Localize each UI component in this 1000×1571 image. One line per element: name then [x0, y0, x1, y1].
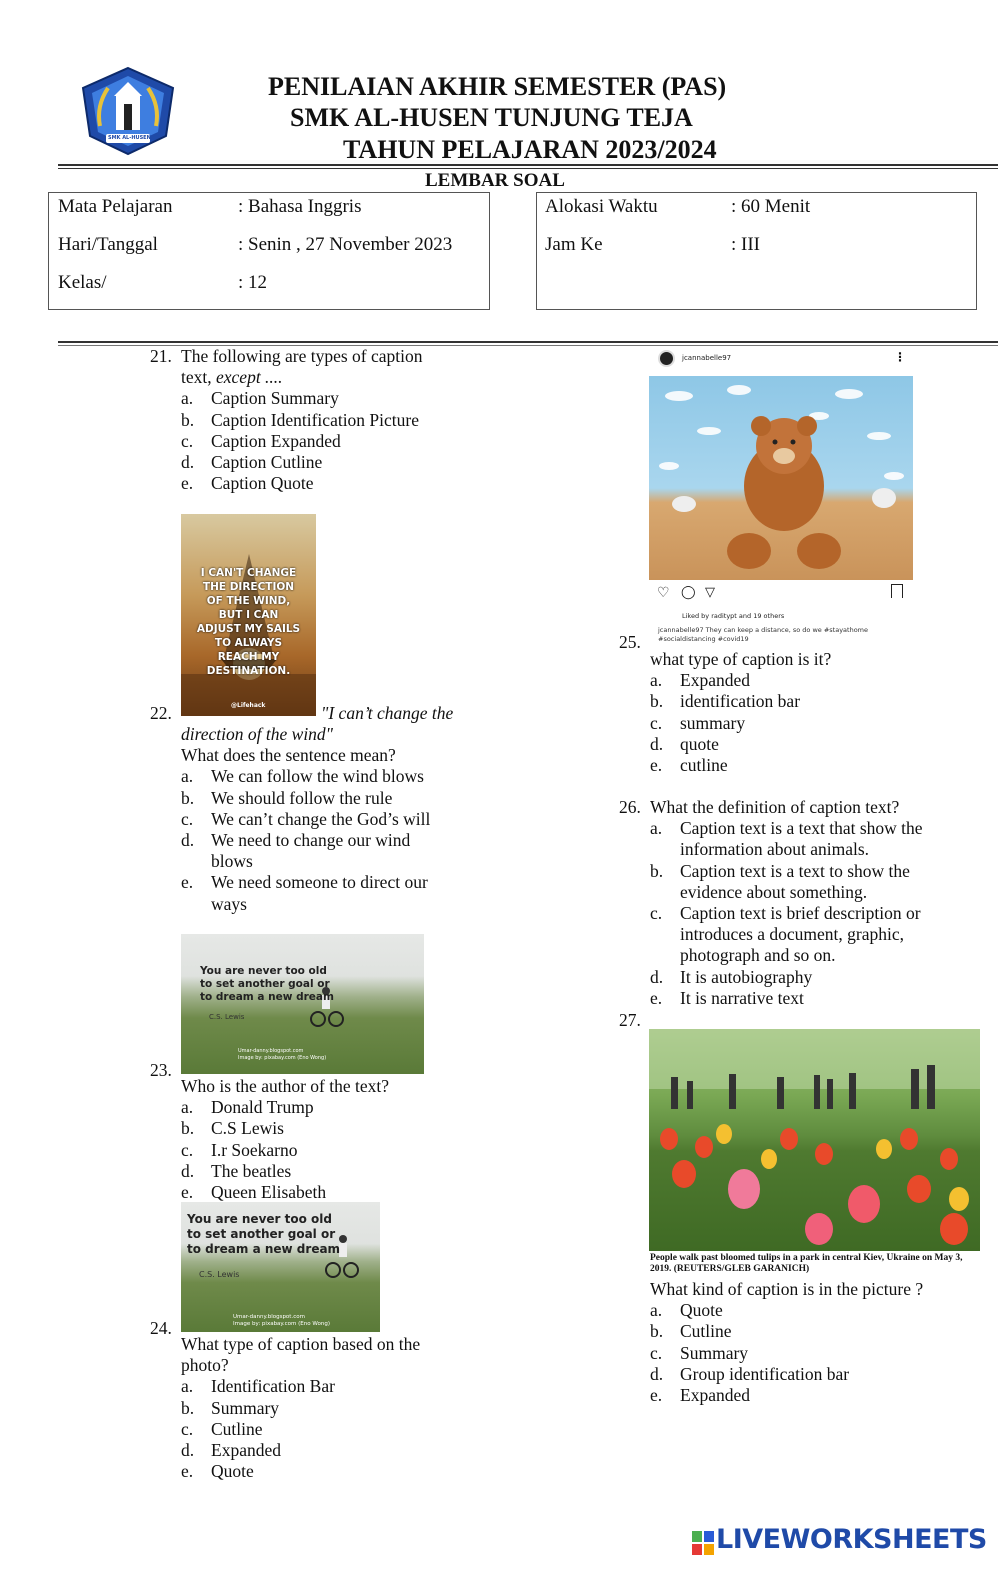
- header-divider-thin: [58, 168, 998, 169]
- subject-label: Mata Pelajaran: [58, 196, 173, 217]
- q21-option-e-letter: e.: [181, 473, 194, 494]
- q24-option-b-text: Summary: [211, 1397, 280, 1418]
- q24-image-credit-line1: Umar-danny.blogspot.com: [233, 1314, 305, 1320]
- q27-option-b-text: Cutline: [680, 1321, 732, 1342]
- q21-option-e-text: Caption Quote: [211, 473, 314, 494]
- question-21: [181, 346, 481, 494]
- q24-option-b[interactable]: [181, 1398, 456, 1419]
- q26-option-b-letter: b.: [650, 860, 664, 881]
- q23-image-quote-line1: You are never too old: [200, 965, 327, 977]
- q23-number: 23.: [150, 1060, 172, 1080]
- comment-icon[interactable]: ◯: [681, 585, 696, 600]
- q22-image-credit: @Lifehack: [231, 702, 266, 709]
- question-22: [181, 724, 456, 915]
- q24-option-a-letter: a.: [181, 1376, 194, 1397]
- share-icon[interactable]: ▽: [705, 585, 715, 600]
- q24-question-line1: What type of caption based on the: [181, 1334, 421, 1354]
- academic-year: TAHUN PELAJARAN 2023/2024: [343, 135, 717, 164]
- q21-option-b-text: Caption Identification Picture: [211, 409, 420, 430]
- duration-label: Alokasi Waktu: [545, 196, 658, 217]
- class-label: Kelas/: [58, 272, 107, 293]
- q22-option-b[interactable]: [181, 788, 456, 809]
- q23-image-quote: [200, 965, 334, 1004]
- q27-option-d[interactable]: [650, 1364, 950, 1385]
- q27-option-a[interactable]: [650, 1300, 950, 1321]
- exam-title: PENILAIAN AKHIR SEMESTER (PAS): [268, 72, 727, 101]
- q23-option-b-letter: b.: [181, 1118, 195, 1139]
- q22-option-c[interactable]: [181, 809, 456, 830]
- q23-option-b[interactable]: [181, 1118, 456, 1139]
- q21-text-cont: [181, 367, 481, 388]
- q22-option-d-letter: d.: [181, 830, 195, 851]
- q25-option-c-letter: c.: [650, 712, 663, 733]
- q21-option-a-text: Caption Summary: [211, 388, 339, 409]
- q23-image-credit-line1: Umar-danny.blogspot.com: [238, 1048, 304, 1054]
- q27-option-e[interactable]: [650, 1385, 950, 1406]
- q26-option-c-letter: c.: [650, 903, 663, 924]
- q23-option-b-text: C.S Lewis: [211, 1118, 284, 1139]
- school-logo: [78, 66, 178, 156]
- q26-option-b-text: Caption text is a text to show the evidence about something.: [680, 860, 910, 902]
- q25-option-d-text: quote: [680, 733, 719, 754]
- q22-quote-line2: direction of the wind": [181, 724, 334, 744]
- q24-quote-image: [181, 1202, 380, 1332]
- q24-option-b-letter: b.: [181, 1397, 195, 1418]
- q24-option-d-letter: d.: [181, 1440, 195, 1461]
- q21-text-a: text,: [181, 367, 216, 388]
- q24-option-e[interactable]: [181, 1461, 456, 1482]
- date-value: : Senin , 27 November 2023: [238, 234, 453, 255]
- q22-option-d[interactable]: [181, 830, 456, 872]
- q25-option-a-letter: a.: [650, 670, 663, 691]
- q25-teddy-photo: [649, 376, 913, 580]
- q22-quote-line1: "I can’t change the: [321, 703, 454, 723]
- q24-image-quote-line3: to dream a new dream: [187, 1242, 341, 1256]
- q26-option-d-text: It is autobiography: [680, 966, 813, 987]
- q25-option-b[interactable]: [650, 691, 950, 712]
- q21-option-a[interactable]: [181, 388, 481, 409]
- q24-image-credit: [233, 1314, 330, 1328]
- q22-option-a[interactable]: [181, 766, 456, 787]
- class-value: : 12: [238, 272, 268, 293]
- q22-option-e[interactable]: [181, 872, 456, 914]
- q22-image-text: I CAN'T CHANGE THE DIRECTION OF THE WIND, BUT I CAN ADJUST MY SAILS TO ALWAYS REACH MY DESTINATION.: [196, 567, 301, 677]
- q27-option-d-text: Group identification bar: [680, 1363, 850, 1384]
- q25-option-d[interactable]: [650, 734, 950, 755]
- question-24: [181, 1334, 456, 1482]
- q24-image-author: C.S. Lewis: [199, 1270, 240, 1279]
- q23-option-a[interactable]: [181, 1097, 456, 1118]
- q26-option-e-text: It is narrative text: [680, 987, 804, 1008]
- q23-option-a-letter: a.: [181, 1097, 194, 1118]
- q27-option-a-text: Quote: [680, 1300, 723, 1321]
- q26-option-c-text: Caption text is brief description or introduces a document, graphic, photograph and so on.: [680, 903, 921, 966]
- section-divider: [58, 341, 998, 343]
- q24-option-e-text: Quote: [211, 1461, 254, 1482]
- q26-option-d-letter: d.: [650, 966, 664, 987]
- q25-option-c[interactable]: [650, 713, 950, 734]
- header-divider: [58, 164, 998, 166]
- question-26: [650, 797, 945, 1009]
- q24-question-line2: photo?: [181, 1355, 229, 1376]
- q22-option-c-letter: c.: [181, 808, 194, 829]
- q22-option-e-text: We need someone to direct our ways: [211, 872, 428, 914]
- q25-option-a[interactable]: [650, 670, 950, 691]
- q21-option-c[interactable]: [181, 431, 481, 452]
- q21-option-b[interactable]: [181, 410, 481, 431]
- info-box-left: [48, 192, 490, 310]
- q26-option-c[interactable]: [650, 903, 945, 967]
- date-label: Hari/Tanggal: [58, 234, 158, 255]
- q21-text-except: except ....: [216, 367, 283, 388]
- q26-option-d[interactable]: [650, 967, 945, 988]
- q26-option-e[interactable]: [650, 988, 945, 1009]
- q23-option-d-text: The beatles: [211, 1160, 292, 1181]
- q23-option-e-text: Queen Elisabeth: [211, 1182, 327, 1203]
- q26-number: 26.: [619, 797, 641, 817]
- q25-option-e[interactable]: [650, 755, 950, 776]
- sheet-label: LEMBAR SOAL: [425, 170, 565, 191]
- q24-option-a[interactable]: [181, 1376, 456, 1397]
- q27-option-c-text: Summary: [680, 1342, 749, 1363]
- q25-number: 25.: [619, 632, 641, 652]
- q27-option-e-text: Expanded: [680, 1385, 750, 1406]
- q26-option-a[interactable]: [650, 818, 945, 860]
- q24-image-quote: [187, 1212, 340, 1257]
- question-27: [650, 1279, 950, 1406]
- q26-option-a-letter: a.: [650, 818, 663, 839]
- q27-tulip-photo: [649, 1029, 980, 1251]
- q25-question: what type of caption is it?: [650, 649, 832, 669]
- q24-option-d[interactable]: [181, 1440, 456, 1461]
- more-icon[interactable]: ⋮: [894, 350, 906, 364]
- q27-photo-caption: People walk past bloomed tulips in a park in central Kiev, Ukraine on May 3, 2019. (REUTERS/GLEB GARANICH): [650, 1253, 963, 1274]
- question-23: [181, 1076, 456, 1203]
- q23-option-c[interactable]: [181, 1140, 456, 1161]
- q21-option-d[interactable]: [181, 452, 481, 473]
- q23-image-quote-line2: to set another goal or: [200, 978, 330, 990]
- q24-image-quote-line2: to set another goal or: [187, 1227, 336, 1241]
- q27-option-a-letter: a.: [650, 1300, 663, 1321]
- q25-ig-username: jcannabelle97: [682, 354, 732, 362]
- q25-option-e-text: cutline: [680, 755, 728, 776]
- q24-option-c[interactable]: [181, 1419, 456, 1440]
- q25-option-d-letter: d.: [650, 733, 664, 754]
- q23-image-author: C.S. Lewis: [209, 1013, 245, 1021]
- q27-option-b[interactable]: [650, 1321, 950, 1342]
- subject-value: : Bahasa Inggris: [238, 196, 362, 217]
- q23-image-quote-line3: to dream a new dream: [200, 991, 334, 1003]
- q24-number: 24.: [150, 1318, 172, 1338]
- q22-quote-image: [181, 514, 316, 716]
- period-value: : III: [731, 234, 761, 255]
- q23-image-credit-line2: Image by: pixabay.com (Eno Wong): [238, 1055, 327, 1061]
- q21-option-b-letter: b.: [181, 409, 195, 430]
- q25-option-b-letter: b.: [650, 691, 664, 712]
- q22-option-b-text: We should follow the rule: [211, 787, 393, 808]
- q24-option-a-text: Identification Bar: [211, 1376, 335, 1397]
- q24-option-c-letter: c.: [181, 1418, 194, 1439]
- q23-option-a-text: Donald Trump: [211, 1097, 314, 1118]
- q25-ig-caption: jcannabelle97 They can keep a distance, so do we #stayathome #socialdistancing #covid19: [658, 626, 868, 643]
- like-icon[interactable]: ♡: [657, 585, 670, 601]
- q25-option-b-text: identification bar: [680, 691, 801, 712]
- q24-option-e-letter: e.: [181, 1461, 194, 1482]
- q23-option-c-letter: c.: [181, 1139, 194, 1160]
- q21-option-c-text: Caption Expanded: [211, 430, 341, 451]
- q26-option-e-letter: e.: [650, 987, 663, 1008]
- logo-text: SMK AL-HUSEN: [108, 135, 151, 141]
- q24-option-c-text: Cutline: [211, 1418, 263, 1439]
- q23-quote-image: [181, 934, 424, 1074]
- q22-option-a-text: We can follow the wind blows: [211, 766, 424, 787]
- q23-option-d-letter: d.: [181, 1160, 195, 1181]
- q27-option-e-letter: e.: [650, 1385, 663, 1406]
- q24-image-credit-line2: Image by: pixabay.com (Eno Wong): [233, 1321, 330, 1327]
- q21-option-e[interactable]: [181, 473, 481, 494]
- q21-option-c-letter: c.: [181, 430, 194, 451]
- info-box-right: [536, 192, 977, 310]
- q25-option-e-letter: e.: [650, 755, 663, 776]
- period-label: Jam Ke: [545, 234, 603, 255]
- q26-question: What the definition of caption text?: [650, 797, 900, 817]
- q26-option-a-text: Caption text is a text that show the information about animals.: [680, 818, 923, 860]
- q21-text: The following are types of caption: [181, 346, 423, 366]
- question-25: [650, 649, 950, 776]
- q27-option-d-letter: d.: [650, 1363, 664, 1384]
- q22-option-c-text: We can’t change the God’s will: [211, 808, 431, 829]
- q27-question: What kind of caption is in the picture ?: [650, 1279, 924, 1299]
- q27-number: 27.: [619, 1010, 641, 1030]
- q23-option-c-text: I.r Soekarno: [211, 1139, 298, 1160]
- q23-question: Who is the author of the text?: [181, 1076, 389, 1096]
- q24-option-d-text: Expanded: [211, 1440, 281, 1461]
- liveworksheets-logo-icon: [692, 1531, 714, 1555]
- q21-option-d-text: Caption Cutline: [211, 452, 323, 473]
- school-name: SMK AL-HUSEN TUNJUNG TEJA: [290, 103, 693, 132]
- q21-option-d-letter: d.: [181, 452, 195, 473]
- q22-number: 22.: [150, 703, 172, 723]
- q23-option-e-letter: e.: [181, 1182, 194, 1203]
- q24-image-quote-line1: You are never too old: [187, 1212, 332, 1226]
- q25-instagram-post: [649, 347, 914, 647]
- q27-option-c[interactable]: [650, 1343, 950, 1364]
- q23-option-d[interactable]: [181, 1161, 456, 1182]
- q25-ig-likes: Liked by raditypt and 19 others: [682, 612, 785, 620]
- q25-option-a-text: Expanded: [680, 670, 750, 691]
- liveworksheets-watermark[interactable]: LIVEWORKSHEETS: [716, 1524, 987, 1555]
- q21-number: 21.: [150, 346, 172, 366]
- q23-option-e[interactable]: [181, 1182, 456, 1203]
- q25-option-c-text: summary: [680, 712, 746, 733]
- duration-value: : 60 Menit: [731, 196, 811, 217]
- q27-option-b-letter: b.: [650, 1321, 664, 1342]
- q22-option-d-text: We need to change our wind blows: [211, 830, 411, 872]
- q21-option-a-letter: a.: [181, 388, 194, 409]
- q26-option-b[interactable]: [650, 861, 945, 903]
- avatar: [658, 350, 675, 367]
- q22-option-e-letter: e.: [181, 872, 194, 893]
- q22-option-b-letter: b.: [181, 787, 195, 808]
- bookmark-icon[interactable]: [891, 584, 903, 598]
- q27-option-c-letter: c.: [650, 1342, 663, 1363]
- q22-question: What does the sentence mean?: [181, 745, 396, 766]
- q23-image-credit: [238, 1048, 326, 1062]
- q22-option-a-letter: a.: [181, 766, 194, 787]
